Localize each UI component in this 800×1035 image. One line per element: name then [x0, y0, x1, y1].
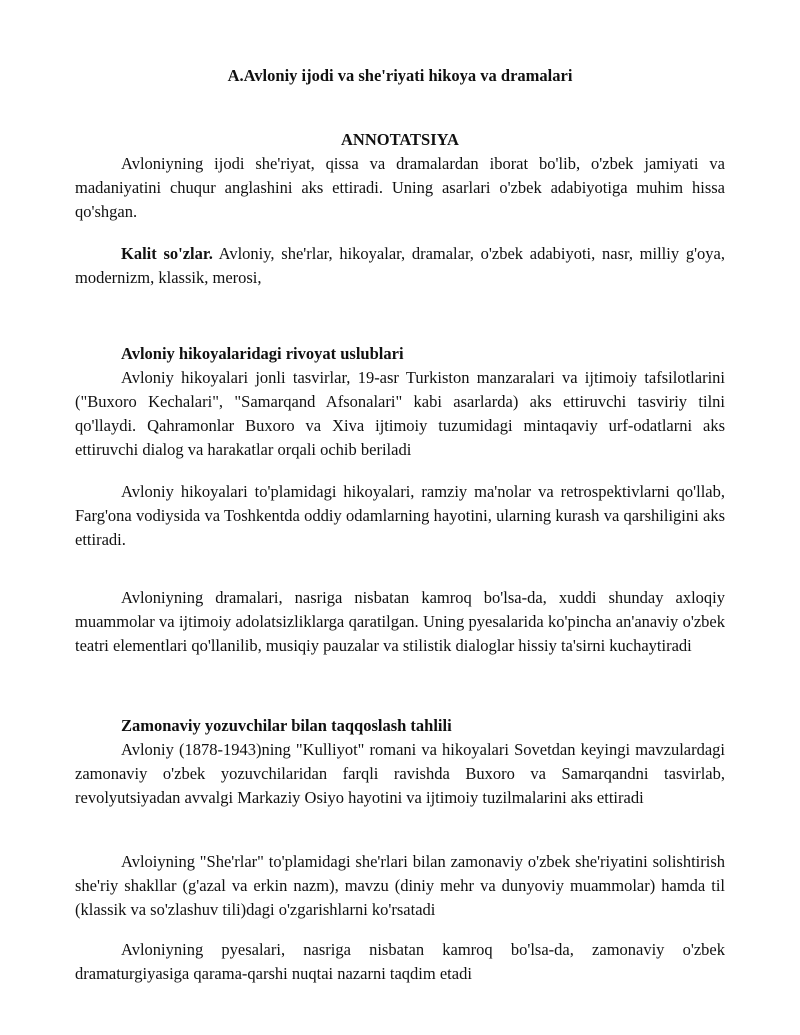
section2-paragraph-3: Avloniyning pyesalari, nasriga nisbatan kamroq bo'lsa-da, zamonaviy o'zbek dramaturgiyasiga qarama-qarshi nuqtai nazarni taqdim etadi	[75, 940, 725, 983]
section2-heading: Zamonaviy yozuvchilar bilan taqqoslash tahlili	[121, 716, 452, 735]
document-title: A.Avloniy ijodi va she'riyati hikoya va dramalari	[227, 66, 573, 85]
keywords-label: Kalit so'zlar.	[121, 244, 213, 263]
keywords-text: Avloniy, she'rlar, hikoyalar, dramalar, o'zbek adabiyoti, nasr, milliy g'oya, modernizm, klassik, merosi,	[75, 244, 725, 287]
section2-paragraph-2: Avloiyning "She'rlar" to'plamidagi she'rlari bilan zamonaviy o'zbek she'riyatini solishtirish she'riy shakllar (g'azal va erkin nazm), mavzu (diniy mehr va dunyoviy muammolar) hamda til (klassik va so'zlashuv tili)dagi o'zgarishlarni ko'rsatadi	[75, 852, 725, 919]
annotation-paragraph: Avloniyning ijodi she'riyat, qissa va dramalardan iborat bo'lib, o'zbek jamiyati va madaniyatini chuqur anglashini aks ettiradi. Uning asarlari o'zbek adabiyotiga muhim hissa qo'shgan.	[75, 154, 725, 221]
section1-heading: Avloniy hikoyalaridagi rivoyat uslublari	[121, 344, 404, 363]
keywords-paragraph	[75, 242, 725, 290]
section1-paragraph-2: Avloniy hikoyalari to'plamidagi hikoyalari, ramziy ma'nolar va retrospektivlarni qo'llab, Farg'ona vodiysida va Toshkentda oddiy odamlarning hayotini, ularning kurash va qarshiligini aks ettiradi.	[75, 482, 725, 549]
section2-paragraph-1: Avloniy (1878-1943)ning "Kulliyot" romani va hikoyalari Sovetdan keyingi mavzulardagi zamonaviy o'zbek yozuvchilaridan farqli ravishda Buxoro va Samarqandni tasvirlab, revolyutsiyadan avvalgi Markaziy Osiyo hayotini va ijtimoiy tuzilmalarini aks ettiradi	[75, 740, 725, 807]
section1-paragraph-1: Avloniy hikoyalari jonli tasvirlar, 19-asr Turkiston manzaralari va ijtimoiy tafsilotlarini ("Buxoro Kechalari", "Samarqand Afsonalari" kabi asarlarda) aks ettiruvchi tasviriy tilni qo'llaydi. Qahramonlar Buxoro va Xiva ijtimoiy tuzumidagi mintaqaviy urf-odatlarni aks ettiruvchi dialog va harakatlar orqali ochib beriladi	[75, 368, 725, 459]
annotation-heading: ANNOTATSIYA	[341, 130, 459, 149]
section1-paragraph-3: Avloniyning dramalari, nasriga nisbatan kamroq bo'lsa-da, xuddi shunday axloqiy muammolar va ijtimoiy adolatsizliklarga qaratilgan. Uning pyesalarida ko'pincha an'anaviy o'zbek teatri elementlari qo'llanilib, musiqiy pauzalar va stilistik dialoglar hissiy ta'sirni kuchaytiradi	[75, 588, 725, 655]
